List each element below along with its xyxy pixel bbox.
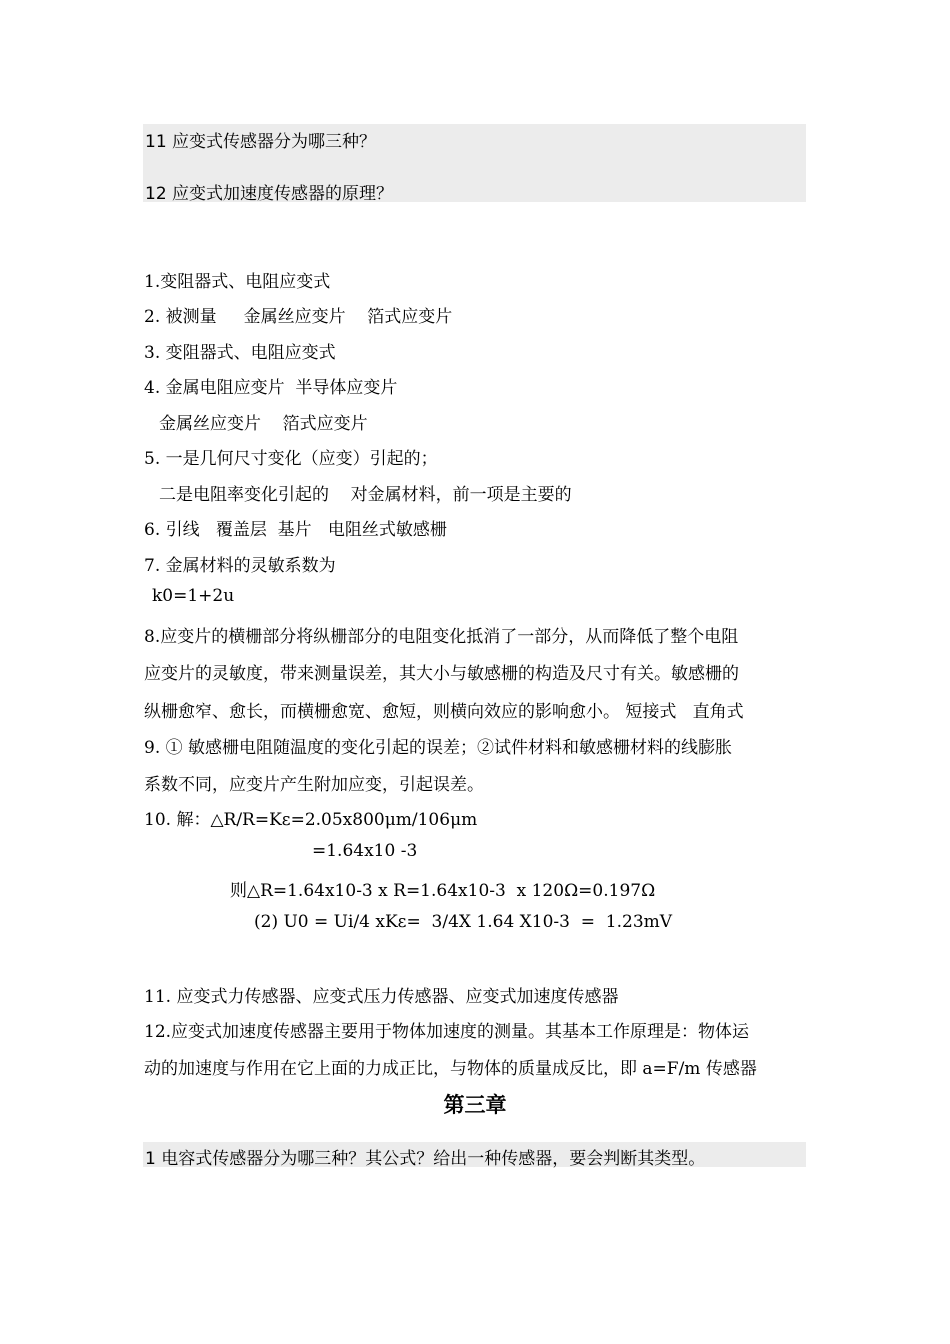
answer-4: 4. 金属电阻应变片 半导体应变片 <box>144 378 398 398</box>
answer-9-line-2: 系数不同，应变片产生附加应变，引起误差。 <box>144 775 484 795</box>
answer-2: 2. 被测量 金属丝应变片 箔式应变片 <box>144 307 453 327</box>
answer-5: 5. 一是几何尺寸变化（应变）引起的； <box>144 449 438 469</box>
answer-8-line-2: 应变片的灵敏度，带来测量误差，其大小与敏感栅的构造及尺寸有关。敏感栅的 <box>144 664 739 684</box>
question-chapter3-1: 1 电容式传感器分为哪三种？其公式？给出一种传感器，要会判断其类型。 <box>145 1149 706 1169</box>
answer-12-line-1: 12.应变式加速度传感器主要用于物体加速度的测量。其基本工作原理是：物体运 <box>144 1022 750 1042</box>
question-11: 11 应变式传感器分为哪三种？ <box>145 132 377 152</box>
answer-4-cont: 金属丝应变片 箔式应变片 <box>159 414 368 434</box>
answer-1: 1.变阻器式、电阻应变式 <box>144 272 331 292</box>
question-block-top <box>143 124 806 202</box>
chapter-heading: 第三章 <box>443 1093 507 1117</box>
answer-6: 6. 引线 覆盖层 基片 电阻丝式敏感栅 <box>144 520 447 540</box>
answer-9-line-1: 9. ① 敏感栅电阻随温度的变化引起的误差；②试件材料和敏感栅材料的线膨胀 <box>144 738 733 758</box>
answer-5-cont: 二是电阻率变化引起的 对金属材料，前一项是主要的 <box>159 485 572 505</box>
answer-10-line-4: (2) U0 = Ui/4 xKε= 3/4X 1.64 X10-3 = 1.23mV <box>254 912 673 932</box>
answer-10-line-3: 则△R=1.64x10-3 x R=1.64x10-3 x 120Ω=0.197Ω <box>230 881 656 901</box>
question-block-bottom <box>143 1142 806 1167</box>
answer-8-line-3: 纵栅愈窄、愈长，而横栅愈宽、愈短，则横向效应的影响愈小。 短接式 直角式 <box>144 702 744 722</box>
answer-7: 7. 金属材料的灵敏系数为 <box>144 556 336 576</box>
answer-10-line-1: 10. 解：△R/R=Kε=2.05x800μm/106μm <box>144 810 478 830</box>
answer-12-line-2: 动的加速度与作用在它上面的力成正比，与物体的质量成反比，即 a=F/m 传感器 <box>144 1059 757 1079</box>
answer-8-line-1: 8.应变片的横栅部分将纵栅部分的电阻变化抵消了一部分，从而降低了整个电阻 <box>144 627 739 647</box>
answer-10-line-2: =1.64x10 -3 <box>312 841 418 861</box>
answer-11: 11. 应变式力传感器、应变式压力传感器、应变式加速度传感器 <box>144 987 619 1007</box>
answer-7-formula: k0=1+2u <box>152 586 235 606</box>
question-12: 12 应变式加速度传感器的原理？ <box>145 184 394 204</box>
answer-3: 3. 变阻器式、电阻应变式 <box>144 343 336 363</box>
